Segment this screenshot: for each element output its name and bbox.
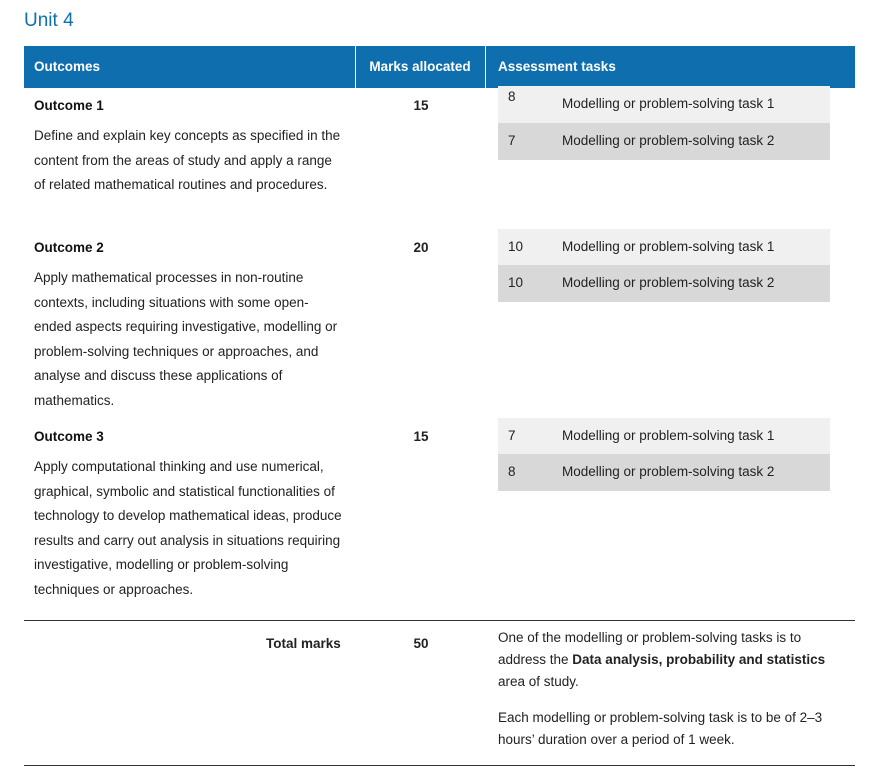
outcome-3-description: Apply computational thinking and use numerical, graphical, symbolic and statistical functionalities of technology to develop mathematical ideas, produce results and carry out analysis in situations requiring investigative, modelling or problem-solving techniques or approaches. <box>34 459 342 597</box>
total-marks-value: 50 <box>413 636 429 651</box>
outcome-1-description: Define and explain key concepts as specified in the content from the areas of study and apply a range of related mathematical routines and procedures. <box>34 128 341 192</box>
task-label: Modelling or problem-solving task 2 <box>562 275 775 290</box>
task-label: Modelling or problem-solving task 1 <box>562 428 775 443</box>
task-label: Modelling or problem-solving task 2 <box>562 464 775 479</box>
task-row <box>498 454 830 491</box>
task-mark: 8 <box>508 464 516 479</box>
note-emphasis: Data analysis, probability and statistics <box>572 652 826 667</box>
divider-rule <box>24 765 855 766</box>
task-row <box>498 229 830 266</box>
total-marks-label: Total marks <box>266 636 341 651</box>
task-mark: 7 <box>508 428 516 443</box>
outcome-2-description: Apply mathematical processes in non-routine contexts, including situations with some open-ended aspects requiring investigative, modelling or problem-solving techniques or approaches, and analyse and discuss these applications of mathematics. <box>34 270 338 408</box>
task-label: Modelling or problem-solving task 2 <box>562 133 775 148</box>
task-mark: 7 <box>508 133 516 148</box>
task-label: Modelling or problem-solving task 1 <box>562 239 775 254</box>
header-marks: Marks allocated <box>369 59 471 74</box>
total-note-2: Each modelling or problem-solving task is to be of 2–3 hours’ duration over a period of 1 week. <box>498 710 823 747</box>
outcome-2-title: Outcome 2 <box>34 240 104 255</box>
task-row <box>498 86 830 123</box>
table-header <box>24 46 855 88</box>
header-outcomes: Outcomes <box>34 59 101 74</box>
task-mark: 10 <box>508 275 524 290</box>
note-text: area of study. <box>498 674 579 689</box>
task-mark: 8 <box>508 89 516 104</box>
outcome-1-marks: 15 <box>413 98 429 113</box>
task-row <box>498 418 830 455</box>
note-text: One of the modelling or problem-solving tasks is to address the <box>498 630 802 667</box>
divider-rule <box>24 620 855 621</box>
total-note-1 <box>498 627 848 693</box>
task-mark: 10 <box>508 239 524 254</box>
task-row <box>498 265 830 302</box>
header-divider <box>485 46 486 88</box>
task-label: Modelling or problem-solving task 1 <box>562 96 775 111</box>
task-row <box>498 123 830 160</box>
outcome-1-title: Outcome 1 <box>34 98 104 113</box>
header-tasks: Assessment tasks <box>498 59 616 74</box>
outcome-2-marks: 20 <box>413 240 429 255</box>
page-title: Unit 4 <box>24 10 74 31</box>
outcome-3-marks: 15 <box>413 429 429 444</box>
outcome-3-title: Outcome 3 <box>34 429 104 444</box>
